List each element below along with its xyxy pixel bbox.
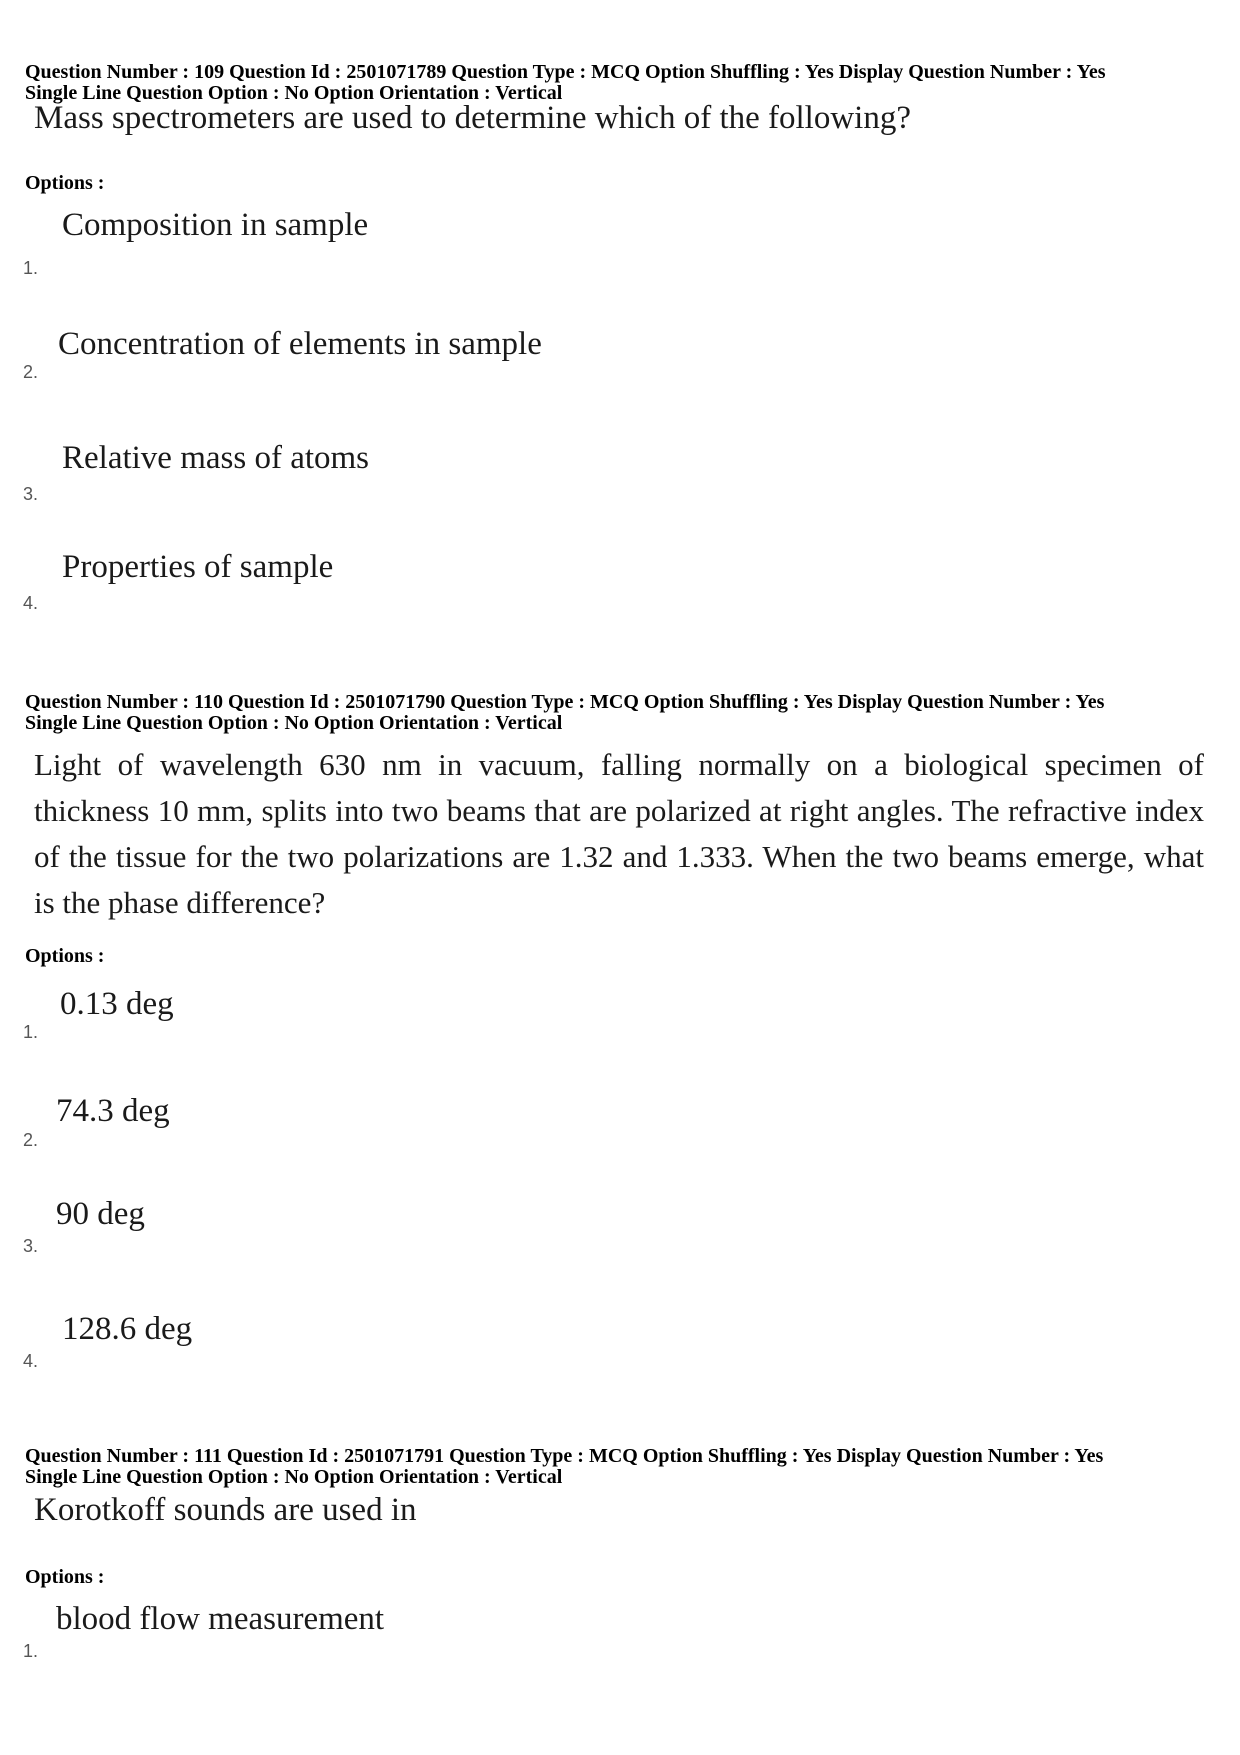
option-text: 0.13 deg — [60, 986, 174, 1022]
question-text: Korotkoff sounds are used in — [34, 1492, 417, 1528]
option-number: 4. — [23, 1351, 39, 1371]
option-number: 4. — [23, 593, 39, 613]
option-number: 2. — [23, 1130, 39, 1150]
question-meta-line2: Single Line Question Option : No Option Orientation : Vertical — [25, 1466, 563, 1488]
question-meta-line1: Question Number : 111 Question Id : 2501071791 Question Type : MCQ Option Shuffling : Yes Display Question Number : Yes — [25, 1445, 1104, 1467]
question-meta-line2: Single Line Question Option : No Option Orientation : Vertical — [25, 82, 563, 104]
option-text: Composition in sample — [62, 207, 369, 243]
options-label: Options : — [25, 945, 105, 967]
option-number: 3. — [23, 1236, 39, 1256]
option-text: 128.6 deg — [62, 1311, 193, 1347]
question-meta-line2: Single Line Question Option : No Option Orientation : Vertical — [25, 712, 563, 734]
options-label: Options : — [25, 172, 105, 194]
option-number: 1. — [23, 258, 39, 278]
option-number: 3. — [23, 484, 39, 504]
option-text: 90 deg — [56, 1196, 145, 1232]
question-text: Mass spectrometers are used to determine which of the following? — [34, 100, 911, 136]
option-number: 1. — [23, 1022, 39, 1042]
option-text: blood flow measurement — [56, 1601, 385, 1637]
option-text: Relative mass of atoms — [62, 440, 370, 476]
option-text: 74.3 deg — [56, 1093, 170, 1129]
question-text: Light of wavelength 630 nm in vacuum, falling normally on a biological specimen of thickness 10 mm, splits into two beams that are polarized at right angles. The refractive index of the tissue for the two polarizations are 1.32 and 1.333. When the two beams emerge, what is the phase difference? — [34, 747, 1204, 920]
option-number: 1. — [23, 1641, 39, 1661]
question-meta-line1: Question Number : 110 Question Id : 2501071790 Question Type : MCQ Option Shuffling : Yes Display Question Number : Yes — [25, 691, 1105, 713]
options-label: Options : — [25, 1566, 105, 1588]
question-meta-line1: Question Number : 109 Question Id : 2501071789 Question Type : MCQ Option Shuffling : Yes Display Question Number : Yes — [25, 61, 1106, 83]
option-text: Properties of sample — [62, 549, 334, 585]
option-text: Concentration of elements in sample — [58, 326, 542, 362]
option-number: 2. — [23, 362, 39, 382]
